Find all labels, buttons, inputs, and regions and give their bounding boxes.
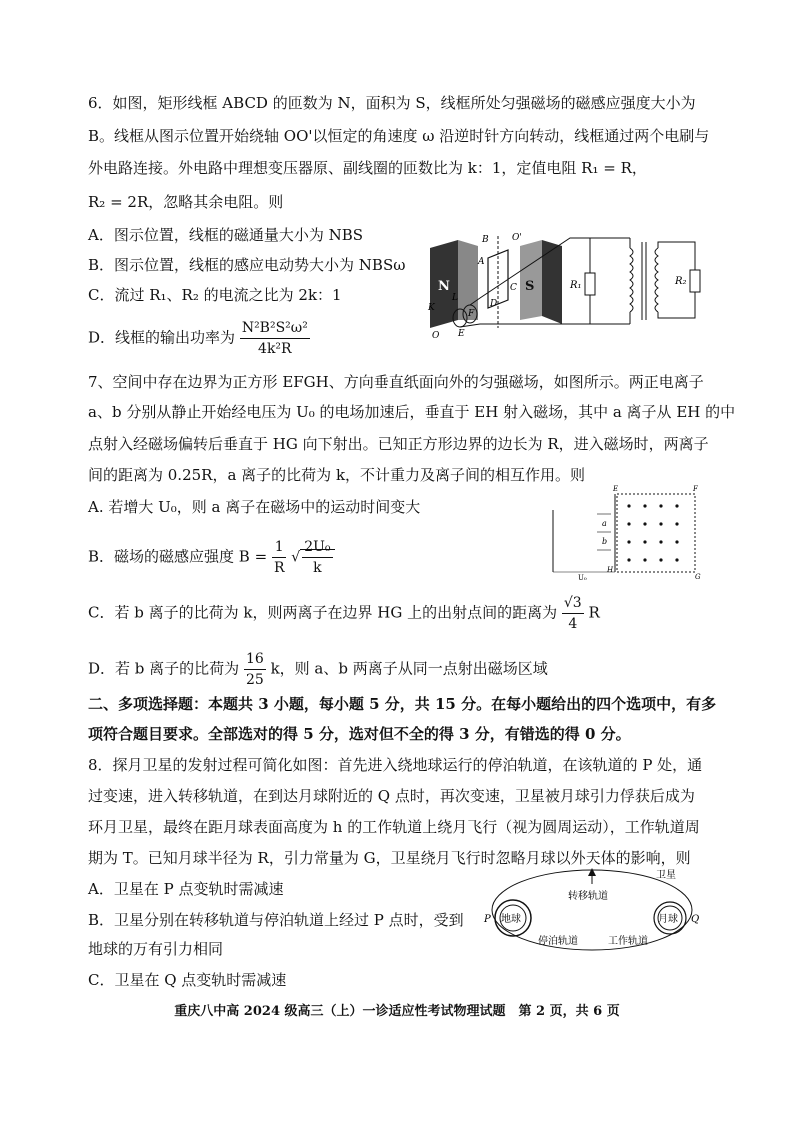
label-moon: 月球 <box>658 914 678 925</box>
label-transfer-orbit: 转移轨道 <box>568 891 608 902</box>
label-d: D <box>490 299 498 309</box>
q6-stem-line4: R₂ = 2R，忽略其余电阻。则 <box>88 193 284 211</box>
label-k: K <box>428 303 435 313</box>
page-footer: 重庆八中高 2024 级高三（上）一诊适应性考试物理试题 第 2 页，共 6 页 <box>174 1004 620 1019</box>
label-u0: U₀ <box>578 574 587 582</box>
q7-option-b-label: B．磁场的磁感应强度 B = <box>88 547 268 566</box>
q8-stem-line3: 环月卫星，最终在距月球表面高度为 h 的工作轨道上绕月飞行（视为圆周运动），工作轨道周 <box>88 818 700 836</box>
q6-option-d-denominator: 4k²R <box>258 341 292 357</box>
q7-option-b <box>88 537 335 578</box>
label-r2: R₂ <box>675 276 687 287</box>
q7-option-b-numerator: 1 <box>272 537 287 558</box>
q6-option-c: C．流过 R₁、R₂ 的电流之比为 2k：1 <box>88 286 342 304</box>
q7-field-figure <box>545 482 710 582</box>
magnet-s-side <box>542 240 562 324</box>
label-e: E <box>458 329 465 339</box>
label-earth: 地球 <box>501 914 521 925</box>
satellite-arrowhead <box>588 868 596 876</box>
q6-stem-line3: 外电路连接。外电路中理想变压器原、副线圈的匝数比为 k：1，定值电阻 R₁ = R， <box>88 159 647 177</box>
q6-option-d <box>88 318 310 359</box>
q8-option-c: C．卫星在 Q 点变轨时需减速 <box>88 971 287 989</box>
label-f: F <box>468 309 475 319</box>
label-p: P <box>484 914 491 925</box>
resistor-r1 <box>585 273 595 295</box>
secondary-wire-bottom <box>658 292 695 318</box>
label-working-orbit: 工作轨道 <box>608 936 648 947</box>
section2-heading-line2: 项符合题目要求。全部选对的得 5 分，选对但不全的得 3 分，有错选的得 0 分。 <box>88 725 631 743</box>
q7-option-d-suffix: k，则 a、b 两离子从同一点射出磁场区域 <box>270 659 548 678</box>
q7-option-b-radicand <box>302 537 332 578</box>
label-s: S <box>525 279 535 294</box>
q8-stem-line4: 期为 T。已知月球半径为 R，引力常量为 G，卫星绕月飞行时忽略月球以外天体的影响，则 <box>88 849 691 867</box>
q6-option-d-numerator: N²B²S²ω² <box>240 318 310 339</box>
q7-option-c <box>88 593 600 634</box>
q7-option-b-denominator: R <box>273 560 285 576</box>
label-b: B <box>482 235 489 245</box>
q6-option-d-fraction <box>240 318 310 359</box>
secondary-wire-top <box>658 242 695 270</box>
q7-option-b-radicand-den: k <box>313 560 322 576</box>
secondary-coil <box>655 248 658 312</box>
q7-stem-line4: 间的距离为 0.25R，a 离子的比荷为 k，不计重力及离子间的相互作用。则 <box>88 466 586 484</box>
q7-option-c-numerator: √3 <box>562 593 584 614</box>
q6-option-d-label: D．线框的输出功率为 <box>88 328 236 347</box>
q7-option-c-label: C．若 b 离子的比荷为 k，则两离子在边界 HG 上的出射点间的距离为 <box>88 603 558 622</box>
label-r1: R₁ <box>570 280 582 291</box>
q6-generator-figure <box>420 228 710 343</box>
q7-option-c-denominator: 4 <box>568 616 578 632</box>
q7-option-d-fraction <box>244 649 266 690</box>
label-f: F <box>693 485 698 493</box>
q8-option-b-line2: 地球的万有引力相同 <box>88 940 224 958</box>
q7-stem-line3: 点射入经磁场偏转后垂直于 HG 向下射出。已知正方形边界的边长为 R，进入磁场时，两离子 <box>88 435 709 453</box>
q7-option-d <box>88 649 548 690</box>
q8-option-b-line1: B．卫星分别在转移轨道与停泊轨道上经过 P 点时，受到 <box>88 911 464 929</box>
label-o: O <box>432 331 440 341</box>
label-h: H <box>607 566 614 574</box>
q7-option-d-label: D．若 b 离子的比荷为 <box>88 659 240 678</box>
q7-option-d-denominator: 25 <box>245 672 264 688</box>
label-l: L <box>452 293 458 303</box>
label-e: E <box>613 485 619 493</box>
label-parking-orbit: 停泊轨道 <box>538 936 578 947</box>
q7-option-c-unit: R <box>588 603 600 622</box>
field-dots <box>627 504 678 561</box>
label-q: Q <box>691 914 700 925</box>
label-n: N <box>438 279 450 294</box>
q6-stem-line1: 6．如图，矩形线框 ABCD 的匝数为 N，面积为 S，线框所处匀强磁场的磁感应强度大小为 <box>88 94 696 112</box>
label-c: C <box>510 283 517 293</box>
q6-stem-line2: B。线框从图示位置开始绕轴 OO'以恒定的角速度 ω 沿逆时针方向转动，线框通过两个电刷与 <box>88 127 710 145</box>
q6-option-b: B．图示位置，线框的感应电动势大小为 NBSω <box>88 256 406 274</box>
q8-stem-line2: 过变速，进入转移轨道，在到达月球附近的 Q 点时，再次变速，卫星被月球引力俘获后成为 <box>88 787 695 805</box>
primary-coil <box>630 248 633 312</box>
label-satellite: 卫星 <box>656 870 676 881</box>
q7-stem-line2: a、b 分别从静止开始经电压为 U₀ 的电场加速后，垂直于 EH 射入磁场，其中 a 离子从 EH 的中 <box>88 403 736 421</box>
label-g: G <box>695 573 701 581</box>
label-a: A <box>478 257 485 267</box>
q7-option-b-fraction <box>272 537 287 578</box>
q8-stem-line1: 8．探月卫星的发射过程可简化如图：首先进入绕地球运行的停泊轨道，在该轨道的 P 处，通 <box>88 756 703 774</box>
q7-stem-line1: 7、空间中存在边界为正方形 EFGH、方向垂直纸面向外的匀强磁场，如图所示。两正电离子 <box>88 373 704 391</box>
q7-option-b-sqrt: √ $\frac{\text{2U₀}}{k}$ <box>291 537 334 578</box>
q6-option-a: A．图示位置，线框的磁通量大小为 NBS <box>88 226 364 244</box>
q8-orbit-figure <box>480 862 712 960</box>
q7-option-d-numerator: 16 <box>244 649 266 670</box>
resistor-r2 <box>690 270 700 292</box>
q7-option-b-radicand-num: 2U₀ <box>302 537 332 558</box>
label-o-prime: O' <box>512 233 522 243</box>
q7-option-c-fraction <box>562 593 584 634</box>
label-ion-b: b <box>602 537 608 546</box>
label-ion-a: a <box>602 519 607 528</box>
q8-option-a: A．卫星在 P 点变轨时需减速 <box>88 880 284 898</box>
section2-heading-line1: 二、多项选择题：本题共 3 小题，每小题 5 分，共 15 分。在每小题给出的四个选项中，有多 <box>88 695 717 713</box>
wire-bottom <box>460 324 630 327</box>
q7-option-a: A. 若增大 U₀，则 a 离子在磁场中的运动时间变大 <box>88 498 421 516</box>
